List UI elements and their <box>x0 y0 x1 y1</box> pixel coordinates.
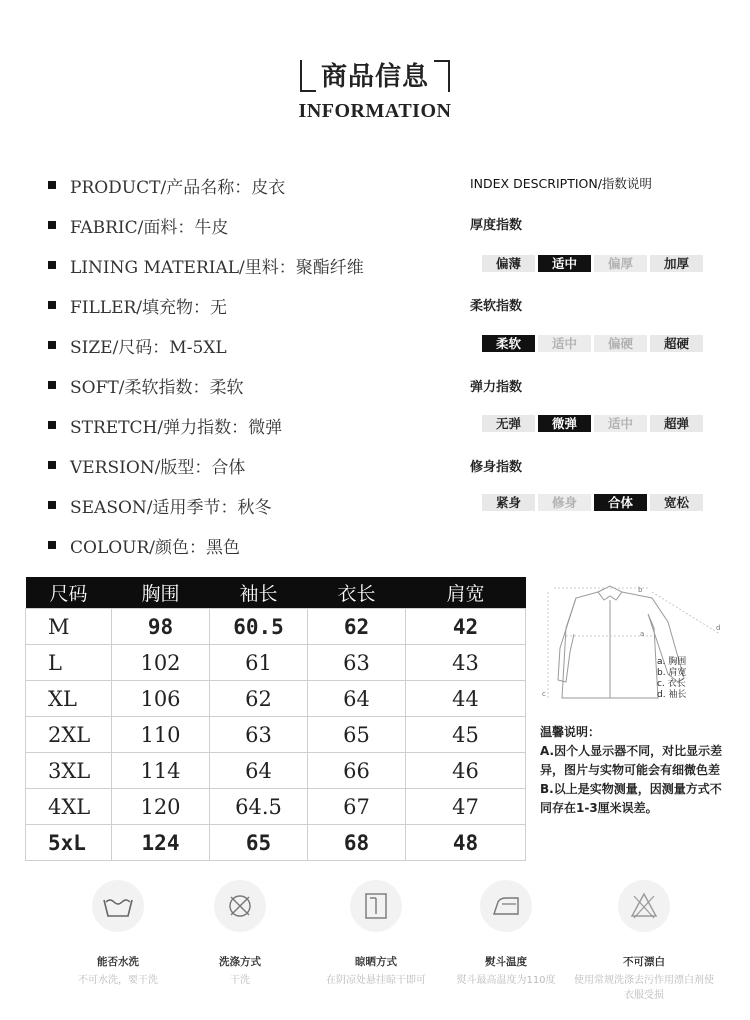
spec-version: VERSION/版型：合体 <box>48 451 245 479</box>
care-sub: 熨斗最高温度为110度 <box>456 975 556 986</box>
legend-item: d. 袖长 <box>657 690 687 700</box>
index-chip: 适中 <box>538 255 591 272</box>
bullet-square-icon <box>48 341 56 349</box>
tips-title: 温馨说明： <box>540 725 601 739</box>
care-sub: 不可水洗，要干洗 <box>78 975 158 986</box>
diagram-letter-a: a <box>640 630 645 638</box>
table-row <box>26 753 526 789</box>
table-cell: 102 <box>112 645 210 681</box>
diagram-legend <box>657 657 686 701</box>
spec-filler: FILLER/填充物：无 <box>48 291 227 319</box>
table-row <box>26 717 526 753</box>
shirt-measurement-diagram <box>540 578 735 718</box>
care-sub: 干洗 <box>230 975 250 986</box>
table-cell: XL <box>26 681 112 717</box>
care-sub: 使用常规洗涤去污作用漂白剂使衣服受损 <box>574 975 714 1001</box>
table-row <box>26 789 526 825</box>
table-cell: L <box>26 645 112 681</box>
bullet-square-icon <box>48 381 56 389</box>
diagram-letter-c: c <box>542 690 546 698</box>
index-chip: 偏薄 <box>482 255 535 272</box>
header-chest: 胸围 <box>112 577 210 609</box>
table-cell: M <box>26 609 112 645</box>
table-cell: 124 <box>112 825 210 861</box>
header-shoulder: 肩宽 <box>406 577 526 609</box>
table-cell: 68 <box>308 825 406 861</box>
tips-a: A.因个人显示器不同，对比显示差异，图片与实物可能会有细微色差 <box>540 744 723 777</box>
table-cell: 44 <box>406 681 526 717</box>
spec-product: PRODUCT/产品名称：皮衣 <box>48 171 285 199</box>
index-row-thickness <box>482 255 703 272</box>
no-bleach-icon <box>618 880 670 932</box>
index-chip: 微弹 <box>538 415 591 432</box>
shirt-left-sleeve-shape <box>558 598 576 682</box>
table-cell: 67 <box>308 789 406 825</box>
care-title: 熨斗温度 <box>485 956 527 968</box>
size-table <box>25 577 526 861</box>
care-sub: 在阴凉处悬挂晾干即可 <box>326 975 426 986</box>
bullet-square-icon <box>48 421 56 429</box>
bullet-square-icon <box>48 501 56 509</box>
table-cell: 60.5 <box>210 609 308 645</box>
care-item-bleach <box>574 880 714 1003</box>
table-cell: 62 <box>210 681 308 717</box>
spec-size: SIZE/尺码：M-5XL <box>48 331 227 359</box>
drying-icon <box>350 880 402 932</box>
diagram-letter-b: b <box>638 586 643 594</box>
care-title: 不可漂白 <box>623 956 665 968</box>
care-item-drying <box>306 880 446 988</box>
table-cell: 4XL <box>26 789 112 825</box>
index-chip: 适中 <box>538 335 591 352</box>
bullet-square-icon <box>48 541 56 549</box>
table-cell: 42 <box>406 609 526 645</box>
no-wash-icon <box>214 880 266 932</box>
spec-season: SEASON/适用季节：秋冬 <box>48 491 272 519</box>
diagram-letter-d: d <box>716 624 721 632</box>
index-chip: 无弹 <box>482 415 535 432</box>
spec-fabric: FABRIC/面料：牛皮 <box>48 211 228 239</box>
spec-lining: LINING MATERIAL/里料：聚酯纤维 <box>48 251 364 279</box>
table-cell: 65 <box>210 825 308 861</box>
index-chip: 修身 <box>538 494 591 511</box>
tips-b: B.以上是实物测量，因测量方式不同存在1-3厘米误差。 <box>540 782 722 815</box>
bullet-square-icon <box>48 301 56 309</box>
care-title: 晾晒方式 <box>355 956 397 968</box>
legend-item: c. 衣长 <box>657 679 686 689</box>
table-cell: 45 <box>406 717 526 753</box>
table-row <box>26 645 526 681</box>
index-chip: 偏厚 <box>594 255 647 272</box>
index-chip: 超弹 <box>650 415 703 432</box>
table-cell: 43 <box>406 645 526 681</box>
table-cell: 114 <box>112 753 210 789</box>
care-title: 能否水洗 <box>97 956 139 968</box>
table-row <box>26 681 526 717</box>
spec-soft: SOFT/柔软指数：柔软 <box>48 371 243 399</box>
index-label-softness: 柔软指数 <box>470 299 523 314</box>
legend-item: a. 胸围 <box>657 657 687 667</box>
index-label-fit: 修身指数 <box>470 460 523 475</box>
bullet-square-icon <box>48 221 56 229</box>
index-label-thickness: 厚度指数 <box>470 218 523 233</box>
bullet-square-icon <box>48 261 56 269</box>
table-cell: 66 <box>308 753 406 789</box>
table-cell: 63 <box>210 717 308 753</box>
header-sleeve: 袖长 <box>210 577 308 609</box>
spec-stretch: STRETCH/弹力指数：微弹 <box>48 411 282 439</box>
table-cell: 110 <box>112 717 210 753</box>
index-chip: 紧身 <box>482 494 535 511</box>
table-cell: 48 <box>406 825 526 861</box>
bullet-square-icon <box>48 181 56 189</box>
table-cell: 3XL <box>26 753 112 789</box>
index-chip: 适中 <box>594 415 647 432</box>
table-cell: 65 <box>308 717 406 753</box>
index-row-stretch <box>482 415 703 432</box>
index-label-stretch: 弹力指数 <box>470 380 523 395</box>
index-row-softness <box>482 335 703 352</box>
header-length: 衣长 <box>308 577 406 609</box>
care-item-ironing <box>436 880 576 988</box>
bullet-square-icon <box>48 461 56 469</box>
index-description-title: INDEX DESCRIPTION/指数说明 <box>470 176 652 191</box>
table-cell: 64.5 <box>210 789 308 825</box>
table-cell: 47 <box>406 789 526 825</box>
table-cell: 120 <box>112 789 210 825</box>
iron-icon <box>480 880 532 932</box>
table-cell: 62 <box>308 609 406 645</box>
index-row-fit <box>482 494 703 511</box>
care-item-washing <box>48 880 188 988</box>
index-chip: 柔软 <box>482 335 535 352</box>
index-chip: 偏硬 <box>594 335 647 352</box>
table-row <box>26 825 526 861</box>
table-cell: 61 <box>210 645 308 681</box>
index-chip: 超硬 <box>650 335 703 352</box>
spec-colour: COLOUR/颜色：黑色 <box>48 531 240 559</box>
table-cell: 46 <box>406 753 526 789</box>
size-table-header <box>26 577 526 609</box>
index-chip: 加厚 <box>650 255 703 272</box>
washing-basin-icon <box>92 880 144 932</box>
table-cell: 106 <box>112 681 210 717</box>
header-size: 尺码 <box>26 577 112 609</box>
table-cell: 5xL <box>26 825 112 861</box>
table-cell: 64 <box>308 681 406 717</box>
table-cell: 64 <box>210 753 308 789</box>
table-cell: 2XL <box>26 717 112 753</box>
page-subtitle: INFORMATION <box>298 100 452 122</box>
table-row <box>26 609 526 645</box>
care-title: 洗涤方式 <box>219 956 261 968</box>
table-cell: 63 <box>308 645 406 681</box>
table-cell: 98 <box>112 609 210 645</box>
legend-item: b. 肩宽 <box>657 668 687 678</box>
index-chip: 合体 <box>594 494 647 511</box>
tips-box <box>540 723 730 818</box>
section-title-frame <box>300 58 450 100</box>
care-item-wash-method <box>170 880 310 988</box>
index-chip: 宽松 <box>650 494 703 511</box>
page-title: 商品信息 <box>320 62 429 92</box>
